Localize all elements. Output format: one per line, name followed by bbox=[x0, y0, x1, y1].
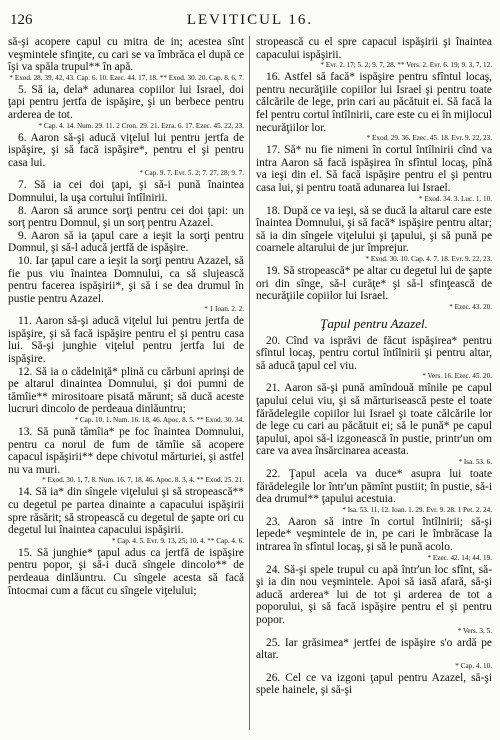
cross-reference: * Vers. 3, 5. bbox=[457, 626, 492, 635]
verse-paragraph: 19. Să stropească* pe altar cu degetul lui de şapte ori din sînge, să-l curăţe* şi să-l sfinţească de necurăţiile copiilor lui Israel. bbox=[256, 264, 492, 303]
cross-reference: * Cap. 4. 14. Num. 29. 11. 2 Cron. 29. 21. Ezra. 6. 17. Ezec. 45. 22, 23. bbox=[38, 121, 244, 130]
right-column bbox=[256, 36, 492, 697]
running-head: LEVITICUL 16. bbox=[186, 12, 314, 28]
column-divider bbox=[249, 36, 250, 730]
verse-paragraph: 25. Iar grăsimea* jertfei de ispăşire s'o ardă pe altar. bbox=[256, 636, 492, 662]
verse-paragraph: 15. Să junghie* ţapul adus ca jertfă de ispăşire pentru popor, şi să-i ducă sîngele dincolo** de perdeaua dinlăuntru. Cu sîngele acesta să facă întocmai cum a făcut cu sîngele viţelului; bbox=[8, 546, 244, 597]
cross-reference: * Evr. 2. 17; 5. 2; 9. 7, 28. ** Vers. 2. Evr. 6. 19; 9. 3, 7, 12. bbox=[320, 61, 492, 70]
verse-paragraph: 18. După ce va ieşi, să se ducă la altarul care este înaintea Domnului, şi să facă* ispăşire pentru altar; să ia din sîngele viţelului şi ţapului, şi să pună pe coarnele altarului de jur împrejur. bbox=[256, 204, 492, 255]
cross-reference: * Exod. 30. 10. Cap. 4. 7, 18. Evr. 9. 22, 23. bbox=[365, 254, 492, 263]
verse-paragraph: 11. Aaron să-şi aducă viţelul lui pentru jertfa de ispăşire, şi să facă ispăşire pentru el şi pentru casa lui. Să-şi junghie viţelul pentru jertfa lui de ispăşire. bbox=[8, 315, 244, 366]
verse-paragraph: 16. Astfel să facă* ispăşire pentru sfîntul locaş, pentru necurăţiile copiilor lui Israel şi pentru toate călcările de lege, prin cari au păcătuit ei. Să facă la fel pentru cortul întîlnirii, care este cu ei în mijlocul necurăţiilor lor. bbox=[256, 71, 492, 134]
cross-reference: * Ezec. 43. 20. bbox=[449, 302, 492, 311]
verse-paragraph: 24. Să-şi spele trupul cu apă într'un loc sfînt, să-şi ia din nou veşmintele. Apoi să iasă afară, să-şi aducă arderea* lui de tot şi arderea de tot a poporului, şi să facă ispăşire pentru el şi pentru popor. bbox=[256, 563, 492, 626]
section-heading: Ţapul pentru Azazel. bbox=[320, 315, 428, 331]
verse-paragraph: 22. Ţapul acela va duce* asupra lui toate fărădelegile lor într'un pămînt pustiit; în pustie, să-i dea drumul** ţapului acestuia. bbox=[256, 468, 492, 506]
verse-paragraph: 23. Aaron să intre în cortul întîlnirii; să-şi lepede* veşmintele de in, pe cari le îmbrăcase la intrarea în sfîntul locaş, şi să le pună acolo. bbox=[256, 515, 492, 553]
verse-paragraph: să-şi acopere capul cu mitra de in; acestea sînt veşmintele sfinţite, cu cari se va îmbrăca el după ce îşi va spăla trupul** în apă. bbox=[8, 36, 244, 74]
cross-reference: * 1 Ioan. 2. 2. bbox=[204, 305, 244, 314]
cross-reference: * Ezec. 42. 14; 44. 19. bbox=[427, 553, 492, 562]
cross-reference: * Cap. 9. 7. Evr. 5. 2; 7. 27, 28; 9. 7. bbox=[139, 169, 244, 178]
verse-paragraph: 20. Cînd va isprăvi de făcut ispăşirea* pentru sfîntul locaş, pentru cortul întîlnirii şi pentru altar, să aducă ţapul cel viu. bbox=[256, 334, 492, 372]
page-number: 126 bbox=[10, 12, 33, 28]
cross-reference: * Vers. 16. Ezec. 45. 20. bbox=[422, 372, 492, 381]
verse-paragraph: stropească cu el spre capacul ispăşirii şi înaintea capacului ispăşirii. bbox=[256, 36, 492, 61]
verse-paragraph: 8. Aaron să arunce sorţi pentru cei doi ţapi: un sorţ pentru Domnul, şi un sorţ pentru Azazel. bbox=[8, 204, 244, 230]
verse-paragraph: 21. Aaron să-şi pună amîndouă mînile pe capul ţapului celui viu, şi să mărturisească peste el toate fărădelegile copiilor lui Israel şi toate călcările lor de lege cu cari au păcătuit ei; să le pună* pe capul ţapului, apoi să-l izgonească în pustie, printr'un om care va avea însărcinarea aceasta. bbox=[256, 382, 492, 458]
cross-reference: * Exod. 29. 36. Ezec. 45. 18. Evr. 9. 22, 23. bbox=[366, 134, 492, 143]
verse-paragraph: 13. Să pună tămîia* pe foc înaintea Domnului, pentru ca norul de fum de tămîie să acopere capacul ispăşirii** depe chivotul mărturiei, şi astfel nu va muri. bbox=[8, 426, 244, 476]
verse-paragraph: 9. Aaron să ia ţapul care a ieşit la sorţi pentru Domnul, şi să-l aducă jertfă de ispăşire. bbox=[8, 229, 244, 255]
verse-paragraph: 10. Iar ţapul care a ieşit la sorţi pentru Azazel, să fie pus viu înaintea Domnului, ca să slujească pentru facerea ispăşirii*, şi să i se dea drumul în pustie pentru Azazel. bbox=[8, 254, 244, 305]
cross-reference: * Exod. 34. 3. Luc. 1. 10. bbox=[418, 194, 492, 203]
left-column bbox=[8, 36, 244, 597]
verse-paragraph: 17. Să* nu fie nimeni în cortul întîlnirii cînd va intra Aaron să facă ispăşirea în sfîntul locaş, pînă va ieşi din el. Să facă ispăşire pentru el şi pentru casa lui, şi pentru toată adunarea lui Israel. bbox=[256, 144, 492, 194]
cross-reference: * Exod. 30. 1, 7, 8. Num. 16. 7, 18, 46. Apoc. 8. 3, 4. ** Exod. 25. 21. bbox=[42, 476, 244, 485]
cross-reference: * Exod. 28. 39, 42, 43. Cap. 6. 10. Ezec. 44. 17, 18. ** Exod. 30. 20. Cap. 8. 6, 7. bbox=[9, 73, 244, 82]
verse-paragraph: 5. Să ia, dela* adunarea copiilor lui Israel, doi ţapi pentru jertfa de ispăşire, şi un berbece pentru arderea de tot. bbox=[8, 83, 244, 121]
cross-reference: * Cap. 4. 5. Evr. 9. 13, 25; 10. 4. ** Cap. 4. 6. bbox=[111, 536, 244, 545]
verse-paragraph: 12. Să ia o cădelniţă* plină cu cărbuni aprinşi de pe altarul dinaintea Domnului, şi doi pumni de tămîie** mirositoare pisată mărunt; să ducă aceste lucruri dincolo de perdeaua dinlăuntru; bbox=[8, 365, 244, 416]
cross-reference: * Isa. 53. 6. bbox=[458, 458, 492, 467]
verse-paragraph: 6. Aaron să-şi aducă viţelul lui pentru jertfa de ispăşire, şi să facă ispăşire*, pentru el şi pentru casa lui. bbox=[8, 131, 244, 169]
page-header bbox=[10, 12, 490, 30]
verse-paragraph: 14. Să ia* din sîngele viţelului şi să stropească** cu degetul pe partea dinainte a capacului ispăşirii spre răsărit; să stropească cu degetul de şapte ori cu degetul lui înaintea capacului ispăşirii. bbox=[8, 486, 244, 537]
cross-reference: * Cap. 4. 10. bbox=[455, 661, 492, 670]
verse-paragraph: 26. Cel ce va izgoni ţapul pentru Azazel, să-şi spele hainele, şi să-şi bbox=[256, 671, 492, 697]
cross-reference: * Cap. 10. 1. Num. 16. 18, 46. Apoc. 8. 5. ** Exod. 30. 34. bbox=[74, 416, 244, 425]
cross-reference: * Isa. 53. 11, 12. Ioan. 1. 29. Evr. 9. 28. 1 Pet. 2. 24. bbox=[342, 505, 492, 514]
verse-paragraph: 7. Să ia cei doi ţapi, şi să-i pună înaintea Domnului, la uşa cortului întîlnirii. bbox=[8, 179, 244, 204]
